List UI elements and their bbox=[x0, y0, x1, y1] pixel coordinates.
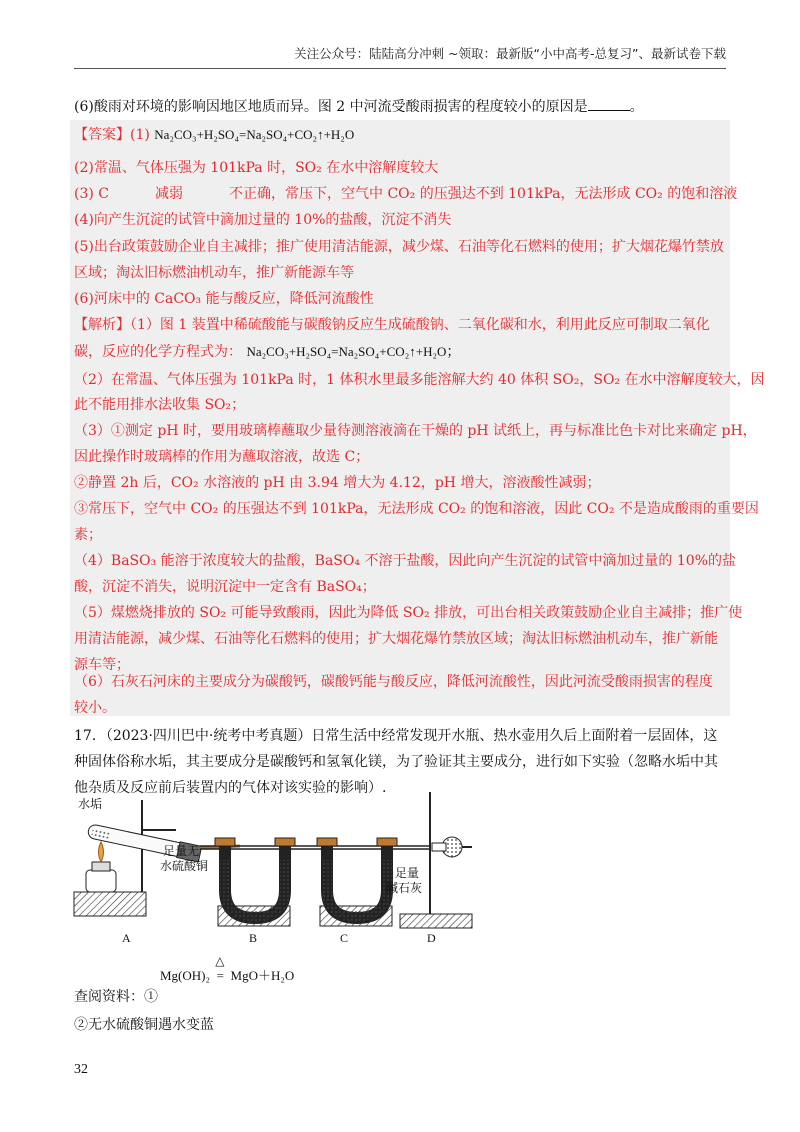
label-lime-1: 足量 bbox=[395, 866, 420, 880]
question-17-line-2: 种固体俗称水垢，其主要成分是碳酸钙和氢氧化镁，为了验证其主要成分，进行如下实验（忽略水垢中其 bbox=[74, 754, 718, 770]
analysis-line-1b: 碳，反应的化学方程式为： Na₂CO₃+H₂SO₄=Na₂SO₄+CO₂↑+H₂O； bbox=[74, 344, 461, 360]
label-lime-2: 碱石灰 bbox=[386, 881, 423, 895]
analysis-line-4a: （4）BaSO₃ 能溶于浓度较大的盐酸，BaSO₄ 不溶于盐酸，因此向产生沉淀的试管中滴加过量的 10%的盐 bbox=[74, 553, 737, 569]
analysis-line-6a: （6）石灰石河床的主要成分为碳酸钙，碳酸钙能与酸反应，降低河流酸性，因此河流受酸雨损害的程度 bbox=[74, 674, 713, 690]
reference-line-2: ②无水硫酸铜遇水变蓝 bbox=[74, 1017, 214, 1033]
flame-icon bbox=[99, 842, 104, 862]
analysis-line-1a: 【解析】（1）图 1 装置中稀硫酸能与碳酸钠反应生成硫酸钠、二氧化碳和水，利用此反应可制取二氧化 bbox=[74, 317, 710, 333]
analysis-line-3c: ②静置 2h 后，CO₂ 水溶液的 pH 由 3.94 增大为 4.12，pH 增大，溶液酸性减弱； bbox=[74, 475, 601, 491]
stand-base-a bbox=[74, 892, 146, 916]
stopper-c2 bbox=[377, 838, 397, 846]
analysis-line-3d: ③常压下，空气中 CO₂ 的压强达不到 101kPa，无法形成 CO₂ 的饱和溶液，因此 CO₂ 不是造成酸雨的重要因 bbox=[74, 501, 759, 517]
question-6: (6)酸雨对环境的影响因地区地质而异。图 2 中河流受酸雨损害的程度较小的原因是 。 bbox=[74, 99, 644, 115]
analysis-line-3e: 素； bbox=[74, 527, 102, 543]
stand-base-d bbox=[400, 914, 472, 928]
page-number: 32 bbox=[74, 1062, 88, 1077]
stopper-c1 bbox=[317, 838, 337, 846]
decomposition-equation: Mg(OH)₂ = △ MgO＋H₂O bbox=[160, 954, 295, 983]
label-cuso4-2: 水硫酸铜 bbox=[160, 859, 209, 873]
analysis-line-3a: （3）①测定 pH 时，要用玻璃棒蘸取少量待测溶液滴在干燥的 pH 试纸上，再与标准比色卡对比来确定 pH， bbox=[74, 423, 757, 439]
label-d: D bbox=[427, 931, 436, 945]
answer-line-2: (2)常温、气体压强为 101kPa 时，SO₂ 在水中溶解度较大 bbox=[74, 160, 439, 176]
answer-line-3: (3) C 减弱 不正确，常压下，空气中 CO₂ 的压强达不到 101kPa，无法形成 CO₂ 的饱和溶液 bbox=[74, 186, 738, 202]
equation-2: Na₂CO₃+H₂SO₄=Na₂SO₄+CO₂↑+H₂O bbox=[246, 344, 447, 359]
analysis-line-5c: 源车等； bbox=[74, 657, 130, 673]
analysis-line-2b: 此不能用排水法收集 SO₂； bbox=[74, 397, 246, 413]
label-c: C bbox=[340, 931, 349, 945]
answer-line-4: (4)向产生沉淀的试管中滴加过量的 10%的盐酸，沉淀不消失 bbox=[74, 212, 452, 228]
analysis-tag: 【解析】 bbox=[74, 317, 130, 333]
stopper-b2 bbox=[275, 838, 295, 846]
question-17-line-3: 他杂质及反应前后装置内的气体对该实验的影响）. bbox=[74, 780, 387, 796]
answer-line-5a: (5)出台政策鼓励企业自主减排；推广使用清洁能源，减少煤、石油等化石燃料的使用；扩大烟花爆竹禁放 bbox=[74, 239, 724, 255]
heat-symbol: △ bbox=[215, 954, 225, 968]
header-rule bbox=[74, 68, 726, 69]
block-c bbox=[320, 906, 392, 926]
label-scale: 水垢 bbox=[78, 797, 103, 811]
apparatus-diagram bbox=[70, 790, 490, 950]
answer-blank bbox=[588, 98, 630, 111]
equation-1: Na₂CO₃+H₂SO₄=Na₂SO₄+CO₂↑+H₂O bbox=[154, 127, 355, 142]
analysis-line-5b: 用清洁能源，减少煤、石油等化石燃料的使用；扩大烟花爆竹禁放区域；淘汰旧标燃油机动车，推广新能 bbox=[74, 631, 718, 647]
question-17-line-1: 17．（2023·四川巴中·统考中考真题）日常生活中经常发现开水瓶、热水壶用久后上面附着一层固体，这 bbox=[74, 728, 718, 744]
answer-line-5b: 区域；淘汰旧标燃油机动车，推广新能源车等 bbox=[74, 265, 354, 281]
analysis-line-4b: 酸，沉淀不消失，说明沉淀中一定含有 BaSO₄； bbox=[74, 579, 376, 595]
answer-line-1: 【答案】(1) Na₂CO₃+H₂SO₄=Na₂SO₄+CO₂↑+H₂O bbox=[74, 127, 355, 143]
analysis-line-3b: 因此操作时玻璃棒的作用为蘸取溶液，故选 C； bbox=[74, 449, 370, 465]
answer-line-6: (6)河床中的 CaCO₃ 能与酸反应，降低河流酸性 bbox=[74, 291, 374, 307]
block-b bbox=[218, 906, 290, 926]
page-header: 关注公众号：陆陆高分冲刺 ~领取：最新版“小中高考-总复习”、最新试卷下载 bbox=[294, 46, 726, 61]
label-b: B bbox=[249, 931, 258, 945]
analysis-line-2a: （2）在常温、气体压强为 101kPa 时，1 体积水里最多能溶解大约 40 体积 SO₂，SO₂ 在水中溶解度较大，因 bbox=[74, 372, 765, 388]
label-cuso4-1: 足量无 bbox=[163, 844, 200, 858]
answer-tag: 【答案】 bbox=[74, 127, 130, 143]
alcohol-lamp bbox=[86, 870, 116, 892]
analysis-line-5a: （5）煤燃烧排放的 SO₂ 可能导致酸雨，因此为降低 SO₂ 排放，可出台相关政策鼓励企业自主减排；推广使 bbox=[74, 605, 743, 621]
analysis-line-6b: 较小。 bbox=[74, 700, 116, 716]
stopper-b1 bbox=[215, 838, 235, 846]
label-a: A bbox=[122, 931, 131, 945]
reference-line-1: 查阅资料：① bbox=[74, 989, 158, 1005]
